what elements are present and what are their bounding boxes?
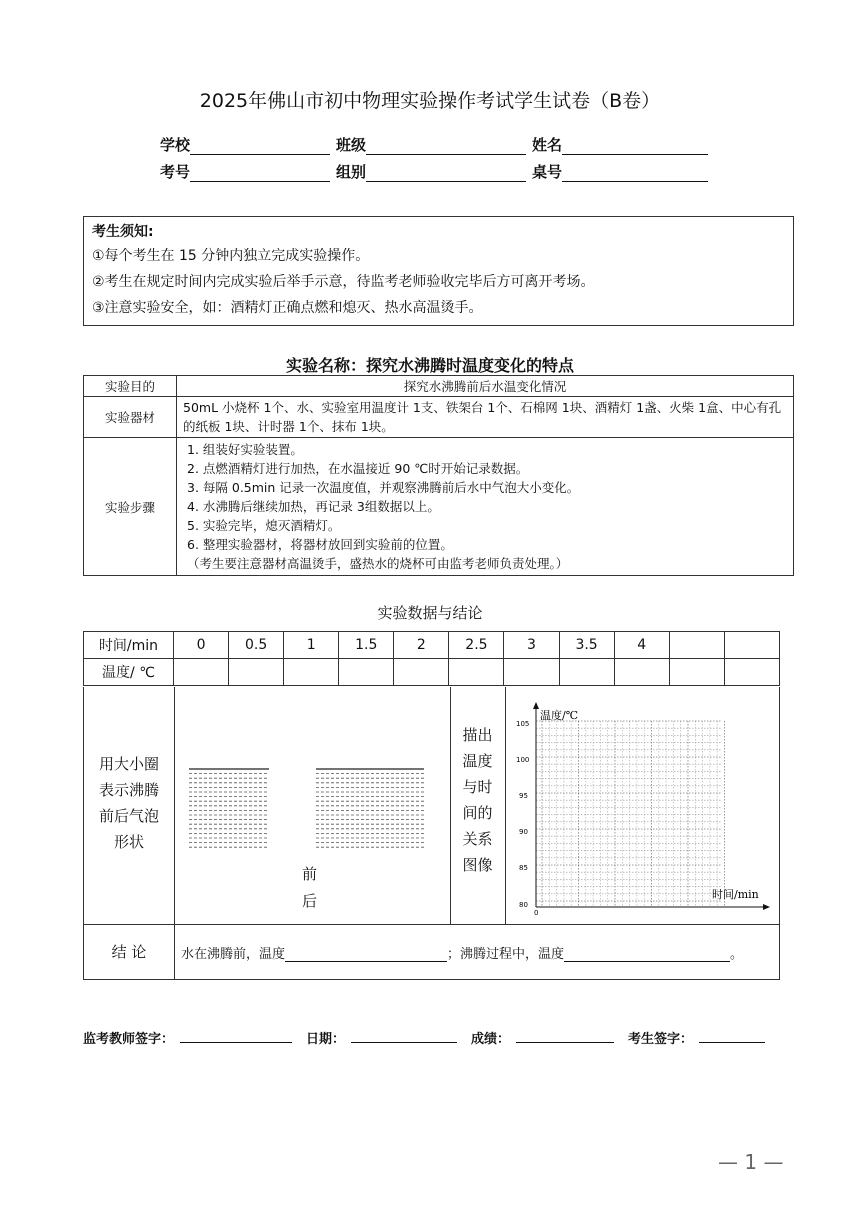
- bubble-label: 用大小圈 表示沸腾 前后气泡 形状: [98, 755, 159, 851]
- time-cell: 1: [284, 632, 339, 659]
- temperature-time-graph[interactable]: [514, 701, 774, 921]
- graph-ytick: 95: [519, 792, 528, 800]
- graph-ytick: 90: [519, 828, 528, 836]
- temp-cell[interactable]: [394, 659, 449, 686]
- equipment-value: 50mL 小烧杯 1个、水、实验室用温度计 1支、铁架台 1个、石棉网 1块、酒精灯 1盏、火柴 1盒、中心有孔的纸板 1块、计时器 1个、抹布 1块。: [177, 397, 794, 438]
- time-cell: 0: [174, 632, 229, 659]
- temp-label: 温度/ ℃: [84, 659, 174, 686]
- class-label: 班级: [336, 136, 367, 154]
- time-label: 时间/min: [84, 632, 174, 659]
- notice-item: ①每个考生在 15 分钟内独立完成实验操作。: [92, 248, 370, 264]
- steps-list: [177, 438, 794, 576]
- beaker-water-drawings[interactable]: [184, 767, 444, 867]
- steps-label: 实验步骤: [84, 438, 177, 576]
- before-label: 前: [302, 865, 318, 883]
- temp-cell[interactable]: [339, 659, 394, 686]
- notice-item: ②考生在规定时间内完成实验后举手示意，待监考老师验收完毕后方可离开考场。: [92, 274, 595, 290]
- temp-cell[interactable]: [284, 659, 339, 686]
- score-label: 成绩：: [471, 1032, 511, 1047]
- graph-ytick: 105: [516, 720, 530, 728]
- after-label: 后: [302, 892, 318, 910]
- date-label: 日期：: [306, 1032, 346, 1047]
- time-cell: 2.5: [449, 632, 504, 659]
- group-input[interactable]: [366, 165, 526, 182]
- data-table: [83, 631, 780, 686]
- school-input[interactable]: [190, 138, 330, 155]
- name-input[interactable]: [562, 138, 708, 155]
- graph-ylabel: 温度/℃: [540, 709, 579, 722]
- time-cell: 4: [614, 632, 669, 659]
- time-cell: [724, 632, 779, 659]
- page-number: — 1 —: [718, 1150, 784, 1174]
- purpose-label: 实验目的: [84, 376, 177, 397]
- date-input[interactable]: [351, 1028, 457, 1043]
- experiment-name: 实验名称：探究水沸腾时温度变化的特点: [285, 356, 574, 375]
- group-label: 组别: [336, 163, 367, 181]
- temp-cell[interactable]: [669, 659, 724, 686]
- bubble-graph-section: [83, 687, 780, 925]
- data-section-title: 实验数据与结论: [377, 604, 483, 622]
- notice-box: [83, 216, 794, 326]
- conclusion-label: 结 论: [111, 943, 147, 961]
- time-cell: 1.5: [339, 632, 394, 659]
- info-row-2: [160, 161, 714, 182]
- notice-item: ③注意实验安全，如：酒精灯正确点燃和熄灭、热水高温烫手。: [92, 300, 483, 316]
- graph-ytick: 100: [516, 756, 530, 764]
- experiment-info-table: [83, 375, 794, 576]
- exam-no-label: 考号: [160, 163, 191, 181]
- teacher-sign-input[interactable]: [180, 1028, 292, 1043]
- notice-heading: 考生须知:: [92, 224, 154, 240]
- step-item: 3. 每隔 0.5min 记录一次温度值，并观察沸腾前后水中气泡大小变化。: [187, 480, 580, 495]
- temp-cell[interactable]: [724, 659, 779, 686]
- step-item: 1. 组装好实验装置。: [187, 442, 303, 457]
- graph-ytick: 80: [519, 901, 528, 909]
- student-sign-input[interactable]: [699, 1028, 765, 1043]
- conclusion-row: [83, 925, 780, 980]
- graph-ytick: 85: [519, 864, 528, 872]
- desk-label: 桌号: [532, 163, 563, 181]
- student-sign-label: 考生签字：: [628, 1032, 694, 1047]
- temp-cell[interactable]: [229, 659, 284, 686]
- graph-xlabel: 时间/min: [712, 888, 759, 901]
- step-item: 5. 实验完毕，熄灭酒精灯。: [187, 518, 341, 533]
- info-row-1: [160, 134, 714, 155]
- step-item: 2. 点燃酒精灯进行加热，在水温接近 90 ℃时开始记录数据。: [187, 461, 529, 476]
- signature-row: [83, 1028, 765, 1047]
- exam-no-input[interactable]: [190, 165, 330, 182]
- temp-cell[interactable]: [559, 659, 614, 686]
- temp-cell[interactable]: [504, 659, 559, 686]
- purpose-value: 探究水沸腾前后水温变化情况: [177, 376, 794, 397]
- graph-x0: 0: [534, 909, 539, 917]
- conclusion-text: 水在沸腾前，温度 ；沸腾过程中，温度 。: [181, 947, 744, 962]
- step-note: （考生要注意器材高温烫手，盛热水的烧杯可由监考老师负责处理。）: [187, 556, 569, 571]
- conclusion-blank-2[interactable]: [564, 947, 730, 962]
- name-label: 姓名: [532, 136, 563, 154]
- graph-label: 描出 温度 与时 间的 关系 图像: [462, 726, 493, 874]
- temp-cell[interactable]: [449, 659, 504, 686]
- time-cell: 2: [394, 632, 449, 659]
- desk-input[interactable]: [562, 165, 708, 182]
- time-cell: 3.5: [559, 632, 614, 659]
- school-label: 学校: [160, 136, 191, 154]
- teacher-sign-label: 监考教师签字：: [83, 1032, 175, 1047]
- temp-cell[interactable]: [614, 659, 669, 686]
- score-input[interactable]: [516, 1028, 614, 1043]
- time-cell: 3: [504, 632, 559, 659]
- page-title: 2025年佛山市初中物理实验操作考试学生试卷（B卷）: [199, 90, 661, 112]
- temp-cell[interactable]: [174, 659, 229, 686]
- class-input[interactable]: [366, 138, 526, 155]
- time-cell: 0.5: [229, 632, 284, 659]
- step-item: 6. 整理实验器材，将器材放回到实验前的位置。: [187, 537, 453, 552]
- equipment-label: 实验器材: [84, 397, 177, 438]
- step-item: 4. 水沸腾后继续加热，再记录 3组数据以上。: [187, 499, 440, 514]
- time-cell: [669, 632, 724, 659]
- conclusion-blank-1[interactable]: [285, 947, 447, 962]
